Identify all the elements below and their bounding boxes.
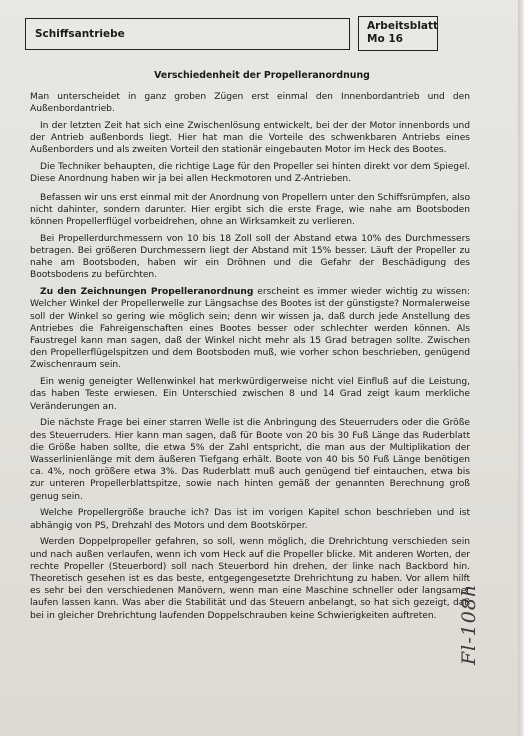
paragraph-9: Welche Propellergröße brauche ich? Das ist im vorigen Kapitel schon beschrieben und ist abhängig von PS, Drehzahl des Motors und dem Bootskörper. (30, 508, 470, 531)
subject-box (25, 18, 350, 50)
page-edge (518, 0, 524, 736)
page-title: Verschiedenheit der Propelleranordnung (154, 70, 370, 81)
sheet-label: Arbeitsblatt (367, 20, 439, 32)
paragraph-6: Zu den Zeichnungen Propelleranordnung erscheint es immer wieder wichtig zu wissen: Welcher Winkel der Propellerwelle zur Längsachse des Bootes ist der günstigste? Normalerweise soll der Winkel so gering wie möglich sein; denn wir wissen ja, daß durch jede Anstellung des Antriebes die Fahreigenschaften eines Bootes besser oder schlechter werden können. Als Faustregel kann man sagen, daß der Winkel nicht mehr als 15 Grad betragen sollte. Zwischen den Propellerflügelspitzen und dem Bootsboden muß, wie vorher schon beschrieben, genügend Zwischenraum sein. (30, 287, 470, 371)
paragraph-10: Werden Doppelpropeller gefahren, so soll, wenn möglich, die Drehrichtung verschieden sein und nach außen verlaufen, wenn ich vom Heck auf die Propeller blicke. Mit anderen Worten, der rechte Propeller (Steuerbord) soll nach Steuerbord hin drehen, der linke nach Backbord hin. Theoretisch gesehen ist es das beste, entgegengesetzte Drehrichtung zu haben. Vor allem hilft es sehr bei den verschiedenen Manövern, wenn man eine Maschine schneller oder langsamer laufen lassen kann. Was aber die Stabilität und das Steuern anbelangt, so hat sich gezeigt, daß bei in gleicher Drehrichtung laufenden Doppelschrauben keine Schwierigkeiten auftreten. (30, 537, 470, 621)
sheet-number: Mo 16 (367, 33, 403, 45)
bold-lead: Zu den Zeichnungen Propelleranordnung (40, 287, 254, 298)
paragraph-8: Die nächste Frage bei einer starren Welle ist die Anbringung des Steuerruders oder die Größe des Steuerruders. Hier kann man sagen, daß für Boote von 20 bis 30 Fuß Länge das Ruderblatt die Größe haben sollte, die etwa 5% der Zahl entspricht, die man aus der Multiplikation der Wasserlinienlänge mit dem äußeren Tiefgang erhält. Boote von 40 bis 50 Fuß Länge benötigen ca. 4%, noch größere etwa 3%. Das Ruderblatt muß auch genügend tief eintauchen, etwa bis zur unteren Propellerblattspitze, sowie nach hinten gemäß der genannten Berechnung groß genug sein. (30, 418, 470, 502)
paragraph-5: Bei Propellerdurchmessern von 10 bis 18 Zoll soll der Abstand etwa 10% des Durchmessers betragen. Bei größeren Durchmessern liegt der Abstand mit 15% besser. Läuft der Propeller zu nahe am Bootsboden, haben wir ein Dröhnen und die Gefahr der Beschädigung des Bootsbodens zu befürchten. (30, 233, 470, 281)
handwritten-annotation: Fl-108h (458, 583, 480, 665)
sheet-number-box (358, 16, 438, 51)
paragraph-4: Befassen wir uns erst einmal mit der Anordnung von Propellern unter den Schiffsrümpfen, also nicht dahinter, sondern darunter. Hier ergibt sich die erste Frage, wie nahe am Bootsboden können Propellerflügel vorbeidrehen, ohne an Wirksamkeit zu verlieren. (30, 192, 470, 228)
paragraph-3: Die Techniker behaupten, die richtige Lage für den Propeller sei hinten direkt vor dem Spiegel. Diese Anordnung haben wir ja bei allen Heckmotoren und Z-Antrieben. (30, 162, 470, 185)
paragraph-1: Man unterscheidet in ganz groben Zügen erst einmal den Innenbordantrieb und den Außenbordantrieb. (30, 92, 470, 115)
paragraph-7: Ein wenig geneigter Wellenwinkel hat merkwürdigerweise nicht viel Einfluß auf die Leistung, das haben Teste erwiesen. Ein Unterschied zwischen 8 und 14 Grad zeigt kaum merkliche Veränderungen an. (30, 377, 470, 412)
paragraph-2: In der letzten Zeit hat sich eine Zwischenlösung entwickelt, bei der der Motor innenbords und der Antrieb außenbords liegt. Hier hat man die Vorteile des schwenkbaren Antriebs eines Außenborders und als zweiten Vorteil den stationär eingebauten Motor im Heck des Bootes. (30, 121, 470, 156)
subject-label: Schiffsantriebe (35, 28, 125, 40)
body-text (30, 91, 470, 626)
